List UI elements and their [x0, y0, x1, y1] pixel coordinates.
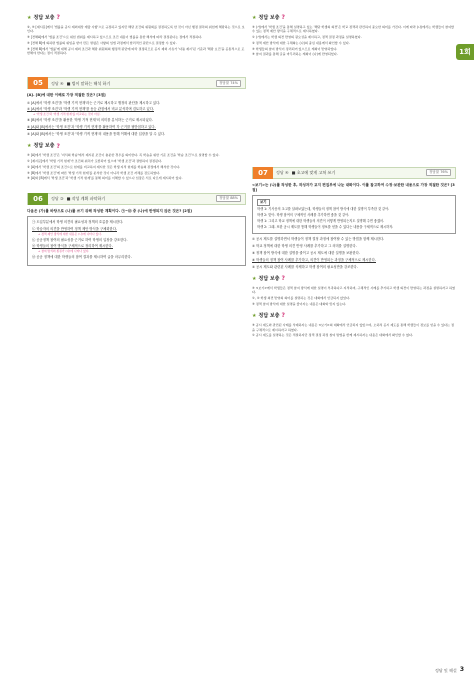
hint-paragraph: ⑤ [A]와 [B]에서 '학생 조건'과 '학생 기적 현재'를 통해 의미를 이해할 수 있으나 입장은 서로 다르게 제시되어 있다. [27, 176, 183, 181]
choice-text: ④ [A]와 [B]에서는 '학생 조건'과 '학생 기적 현재'를 활용하여 각 근거를 뒷받침하고 있다. [27, 125, 156, 130]
choice-item [252, 251, 456, 256]
hint-paragraph: ⑤ 공시 제도와 관련된 사례를 삭제하자는 내용은 <보기>의 대화에서 언급되지 않았으며, 오히려 공시 제도를 통해 학생들이 정보를 얻을 수 있다는 점을 구체적으로 제시하자고 하였다. [252, 323, 454, 332]
choice-item [32, 238, 241, 243]
choice-text: ③ 정책 참여 방식에 대한 설명을 줄이고 공시 제도에 대한 설명을 보완한다. [252, 250, 360, 255]
box-paragraph: 학생 1: 기사문의 초고를 살펴보았는데, 학생들의 정책 참여 방식에 대한 설명이 부족한 것 같아. [257, 207, 390, 212]
choice-text: ③ [B]에서 '학생 조건'을 활용한 '학생 기적 현재'의 의미를 분석하는 근거로 제시되었다. [27, 118, 153, 123]
choice-item [252, 258, 456, 263]
question-text: [A]. [B]에 대한 이해로 가장 적절한 것은? [3점] [27, 93, 106, 98]
answer-label: 정답 ④ [51, 80, 64, 86]
hint-block-4 [252, 275, 456, 306]
star-icon: ★ [27, 14, 32, 21]
accuracy-badge: 정답률 76% [426, 169, 451, 176]
hint-block-5 [252, 312, 456, 337]
choice-text: ④ 학생들의 정책 참여 사례를 추가하고, 의견이 반영되는 과정을 구체적으로 제시한다. [252, 257, 376, 262]
question-07-bar [252, 167, 456, 179]
choice-item [32, 220, 241, 225]
accuracy-badge: 정답률 88% [216, 195, 241, 202]
question-text: <보기>는 (나)를 작성한 후, 작성자가 교지 편집부에 나눈 대화이다. 이를 참고하여 수정·보완한 내용으로 가장 적절한 것은? [3점] [252, 182, 455, 192]
hint-paragraph: ③ [B]에서 '학생 조건'에 따른 '학생 기적 현재'를 분석한 것이 아니라 학생 조건 자체를 검토하였다. [27, 170, 161, 175]
question-topic: ■ 법이 말하는 해석 하기 [66, 80, 111, 86]
choice-item [27, 118, 246, 123]
question-mark-icon: ? [281, 275, 286, 283]
box-paragraph: 학생 2: 맞아. 학생 참여의 구체적인 사례를 추가하면 좋을 것 같아. [257, 212, 350, 217]
choice-text: ㉠ 도입부분에서 학생 의견의 필요성과 정책의 흐름을 제시한다. [32, 220, 124, 225]
hint-paragraph: ④ 학생들의 참여 방식이 정리되어 있으므로 계획이 반영되었다. [252, 46, 338, 51]
hint-paragraph: ⑤ 참여 결과를 통해 글을 마무리하는 계획이 (나)에 반영되었다. [252, 52, 338, 57]
page-number: 3 [459, 666, 464, 674]
hint-paragraph: ③ [견해A]에서 '법률 조건'으로 위임 범위를 제시하고 있으므로 조건 내용이 법률을 통한 해석에 따라 결정된다는 점에서 적절하다. [27, 34, 203, 39]
choice-item [32, 227, 241, 236]
choice-note: → 참여 방식의 종류가 (나)에 나타나 있다. [38, 249, 90, 254]
question-mark-icon: ? [56, 14, 61, 21]
accuracy-badge: 정답률 74% [216, 80, 241, 87]
hint-text [27, 153, 246, 181]
hint-title: 정답 보충 [258, 313, 280, 320]
choice-text: ㉣ 학생들의 참여 방식을 구체적으로 정리하여 제시한다. [32, 244, 113, 249]
hint-paragraph: ③ (가)에서 '학생 조건'을 통해 설명하고 있는 '해당 학생의 의견'은 학교 정책과 관련하여 중요한 의미를 가진다. 이에 따라 (나)에서는 학생들이 참여할 수 있는 정책 제안 방식을 구체적으로 제시하였다. [252, 24, 455, 34]
box-label: 보기 [257, 199, 270, 206]
hint-text [252, 25, 456, 57]
choice-text: ⑤ 공시 제도와 관련된 사례를 삭제하고 학생 참여의 필요성만을 강조한다. [252, 264, 358, 269]
choice-text: ㉢ 공공정책 참여의 필요성을 근거로 하여 학생의 입장을 강조한다. [32, 237, 128, 242]
page-footer [435, 666, 464, 675]
choice-note: → '학생 조건'과 '학생 기적 현재'를 비교하는 것이 아님. [33, 112, 101, 117]
hint-paragraph: ③ 정책 참여 방식에 대한 설명을 줄이자는 내용은 대화와 맞지 않는다. [252, 302, 347, 306]
question-05-bar [27, 77, 246, 89]
choice-text: ② 학교 정책에 대한 학생 의견 반영 사례를 추가하고 그 의미를 설명한다. [252, 244, 357, 249]
hint-paragraph: ② 정책 제안 방식에 대한 구체화는 (나)의 중심 내용에서 확인할 수 있다. [252, 40, 350, 45]
right-column [252, 14, 456, 339]
choice-list [252, 237, 456, 269]
example-box [252, 195, 456, 234]
star-icon: ★ [252, 313, 257, 320]
star-icon: ★ [252, 14, 257, 21]
hint-paragraph: ⑤ [견해 B]에서 '법률'에 대해 공시 제외 조건과 해당 위원회의 행정적 판단에 따라 결정되므로 공시 제외 사유가 '다툼 제시'된 기준과 '해당 요건'을 공통적으로 포함해야 한다는 점이 적절하다. [27, 46, 245, 55]
hint-text [27, 25, 246, 56]
answer-label: 정답 ③ [51, 195, 64, 201]
question-topic: ■ 작성 계획 파악하기 [66, 195, 106, 201]
hint-text [252, 286, 456, 307]
choice-item [32, 255, 241, 260]
star-icon: ★ [27, 143, 32, 150]
box-paragraph: 학생 1: 그리고 학교 정책에 대한 학생들의 의견이 어떻게 반영되는지도 설명해 주면 좋겠어. [257, 218, 385, 223]
question-topic: ■ 초고에 맞게 고쳐 쓰기 [291, 169, 336, 175]
star-icon: ★ [252, 275, 257, 282]
question-number: 05 [28, 77, 48, 89]
left-column [27, 14, 246, 269]
hint-paragraph: ② [A]에서 '학생 조건'의 조건으로 현재를 비교하여 제시한 것은 학생 지적 현재를 학습의 관점에서 해석한 것이다. [27, 164, 181, 169]
hint-header [252, 275, 456, 284]
choice-text: ② [A]에서 '학생 조건'과 '학생 기적 현재'를 동등 관점에서 비교 분석하며 검토하고 있다. [27, 107, 154, 112]
question-06-bar [27, 193, 246, 205]
hint-paragraph: ① [제시문]에서 '학생 기적 현재'가 조건의 위치가 포함되어 있으며 '학생 조건'과 결합하여 결정된다. [27, 159, 162, 164]
question-number: 06 [28, 193, 48, 205]
choice-item [252, 265, 456, 270]
hint-header [27, 14, 246, 23]
hint-block-3 [252, 14, 456, 57]
hint-paragraph: ②, ④ [제시문]에서 '법률을 공시 제외대상 재량 사항'으로 규정하고 있지만 해당 조건의 위원회를 결정하도록 한 것이 아닌 행정 절차의 위임에 해당하는 것으로 보인다. [27, 24, 245, 34]
question-mark-icon: ? [281, 312, 286, 320]
round-tab: 1회 [456, 44, 474, 60]
choice-text: ① 공시 제도를 설명하면서 학생들이 정책 결정 과정에 참여할 수 있는 방법을 함께 제시한다. [252, 237, 385, 242]
choice-text: ① [A]에서 '학생 조건'을 '학생 기적 현재'라는 근거로 제시하고 행정의 판단을 제시하고 있다. [27, 100, 161, 105]
choice-text: ㉡ 학습자의 의견을 반영하여 정책 제안 방식을 구체화한다. [32, 226, 117, 231]
hint-header [252, 14, 456, 23]
choice-item [252, 244, 456, 249]
hint-title: 정답 보충 [258, 14, 280, 21]
hint-title: 정답 보충 [258, 275, 280, 282]
choice-item [32, 244, 241, 253]
hint-paragraph: ④ <보기>에서 학생들은 정책 참여 방식에 대한 설명이 부족하다고 지적하며, 구체적인 사례를 추가하고 학생 의견이 반영되는 과정을 설명하자고 하였다. [252, 285, 455, 295]
question-mark-icon: ? [281, 14, 286, 21]
hint-title: 정답 보충 [33, 14, 55, 21]
footer-label: 정답 및 해설 [434, 667, 457, 673]
choice-item [27, 107, 246, 116]
hint-paragraph: ①, ② 학생 의견 반영의 의미를 설명하는 것은 대화에서 언급되지 않았다. [252, 296, 351, 301]
choice-item [252, 237, 456, 242]
question-text: 다음은 (가)를 바탕으로 (나)를 쓰기 위해 작성한 계획이다. ㉠~㉤ 중 (나)에 반영되지 않은 것은? [2점] [27, 208, 192, 213]
box-paragraph: 학생 2: 그래. 또한 공시 제도를 통해 학생들이 정보를 얻을 수 있다는 내용을 구체적으로 제시하자. [257, 224, 394, 229]
hint-text [252, 323, 456, 338]
hint-block-2 [27, 143, 246, 181]
choice-item [27, 101, 246, 106]
hint-block-1 [27, 14, 246, 55]
hint-paragraph: ④ [견해 B]에 의하면 법률의 위임을 받아 만든 명령은 사항의 입법 과정에서 합리적인 판단으로 결정할 수 있다. [27, 40, 177, 45]
hint-title: 정답 보충 [33, 143, 55, 150]
hint-paragraph: ① (가)에서는 학생 의견 반영의 필요성을 제시하고, 정책 결정 과정을 설명하였다. [252, 34, 362, 39]
hint-header [252, 312, 456, 321]
choice-text: ㉤ 공공 정책에 대한 학생들의 참여 결과를 제시하여 글을 마무리한다. [32, 255, 132, 260]
choice-item [27, 132, 246, 137]
plan-box [27, 216, 246, 266]
hint-header [27, 143, 246, 152]
answer-label: 정답 ④ [276, 169, 289, 175]
question-number: 07 [253, 167, 273, 179]
choice-text: ⑤ [A]와 [B]에서는 '학생 조건'과 '학생 기적 현재'의 내용을 통해 이해에 대한 입장을 알 수 있다. [27, 131, 166, 136]
choice-item [27, 125, 246, 130]
choice-note: → 정책 제안 방식에 대한 내용은 (나)에 나타나 있다. [38, 231, 102, 236]
hint-paragraph: ① 공시 제도를 설명하는 것은 적절하지만 정책 결정 과정 참여 방법을 함께 제시하자는 내용은 대화에서 확인할 수 없다. [252, 333, 413, 338]
hint-paragraph: ④ [A]에서 '학생 조건'은 '지식의 학습'에서 제시된 조건이 충분한 경우를 의미한다. 즉 학습을 위한 기준 조건을 '학습 조건'으로 설명할 수 있다. [27, 153, 220, 158]
choice-list [27, 101, 246, 137]
question-mark-icon: ? [56, 142, 61, 150]
